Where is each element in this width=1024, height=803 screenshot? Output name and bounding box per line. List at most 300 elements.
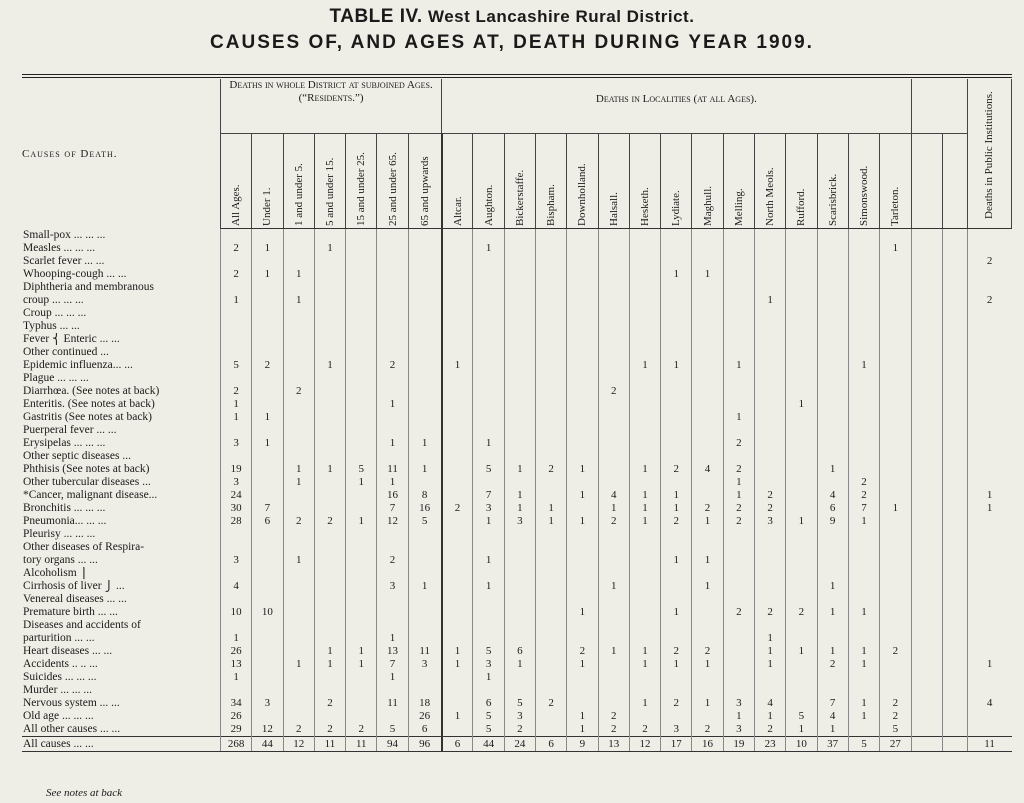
institution-cell (967, 554, 1011, 567)
value-cell: 7 (473, 489, 504, 502)
value-cell: 1 (377, 632, 408, 645)
value-cell (473, 528, 504, 541)
value-cell (314, 385, 345, 398)
value-cell (880, 294, 912, 307)
value-cell (786, 307, 817, 320)
value-cell: 3 (377, 580, 408, 593)
value-cell (504, 450, 535, 463)
value-cell (377, 411, 408, 424)
table-row (22, 684, 1012, 697)
value-cell (283, 359, 314, 372)
value-cell (848, 307, 879, 320)
value-cell (598, 229, 629, 243)
blank-cell (911, 632, 942, 645)
value-cell (786, 320, 817, 333)
value-cell: 2 (723, 502, 754, 515)
value-cell (786, 528, 817, 541)
value-cell (314, 541, 345, 554)
value-cell: 1 (473, 554, 504, 567)
value-cell (598, 684, 629, 697)
value-cell: 16 (377, 489, 408, 502)
value-cell: 30 (220, 502, 251, 515)
value-cell (754, 320, 785, 333)
value-cell (723, 320, 754, 333)
value-cell (754, 333, 785, 346)
value-cell (408, 398, 441, 411)
value-cell (848, 398, 879, 411)
value-cell (504, 294, 535, 307)
value-cell (408, 411, 441, 424)
value-cell (536, 619, 567, 632)
value-cell (692, 619, 723, 632)
value-cell (692, 320, 723, 333)
value-cell: 11 (314, 737, 345, 752)
value-cell (442, 528, 473, 541)
locality-column-header: Maghull. (692, 134, 723, 229)
value-cell (377, 606, 408, 619)
footnote: See notes at back (46, 787, 123, 799)
value-cell (692, 541, 723, 554)
value-cell: 1 (598, 502, 629, 515)
value-cell (567, 450, 598, 463)
value-cell: 1 (629, 359, 660, 372)
blank-cell (942, 502, 967, 515)
value-cell: 2 (598, 385, 629, 398)
table-row (22, 515, 1012, 528)
cause-cell: Croup ... ... ... (23, 307, 87, 319)
value-cell: 1 (692, 580, 723, 593)
value-cell (880, 528, 912, 541)
value-cell (754, 463, 785, 476)
value-cell (754, 242, 785, 255)
value-cell: 23 (754, 737, 785, 752)
value-cell (252, 580, 283, 593)
value-cell (442, 268, 473, 281)
causes-table (22, 79, 1012, 752)
value-cell: 1 (629, 658, 660, 671)
value-cell: 10 (252, 606, 283, 619)
value-cell: 1 (442, 359, 473, 372)
value-cell: 2 (661, 515, 692, 528)
value-cell (473, 684, 504, 697)
value-cell (442, 632, 473, 645)
blank-cell (911, 346, 942, 359)
value-cell (880, 229, 912, 243)
value-cell (754, 593, 785, 606)
blank-cell (911, 268, 942, 281)
value-cell (786, 333, 817, 346)
value-cell (473, 255, 504, 268)
value-cell: 268 (220, 737, 251, 752)
value-cell (536, 372, 567, 385)
value-cell (723, 333, 754, 346)
institution-cell (967, 541, 1011, 554)
value-cell (377, 320, 408, 333)
value-cell (442, 437, 473, 450)
value-cell (346, 359, 377, 372)
value-cell (723, 580, 754, 593)
value-cell (346, 632, 377, 645)
blank-cell (911, 658, 942, 671)
value-cell: 4 (598, 489, 629, 502)
value-cell (723, 619, 754, 632)
value-cell: 10 (220, 606, 251, 619)
value-cell: 27 (880, 737, 912, 752)
value-cell (442, 255, 473, 268)
institution-cell (967, 424, 1011, 437)
blank-cell (942, 294, 967, 307)
cause-cell: Diarrhœa. (See notes at back) (23, 385, 160, 397)
institution-cell (967, 684, 1011, 697)
value-cell (567, 229, 598, 243)
value-cell (346, 671, 377, 684)
value-cell (661, 619, 692, 632)
value-cell: 1 (408, 580, 441, 593)
value-cell (314, 528, 345, 541)
value-cell: 5 (346, 463, 377, 476)
age-column-header: 25 and under 65. (377, 134, 408, 229)
value-cell (567, 307, 598, 320)
value-cell (754, 398, 785, 411)
value-cell (880, 606, 912, 619)
value-cell (880, 450, 912, 463)
locality-column-header: Scarisbrick. (817, 134, 848, 229)
value-cell: 1 (473, 437, 504, 450)
value-cell (598, 294, 629, 307)
value-cell (536, 606, 567, 619)
value-cell (408, 541, 441, 554)
value-cell (786, 229, 817, 243)
value-cell (723, 554, 754, 567)
institution-cell (967, 307, 1011, 320)
value-cell: 3 (220, 476, 251, 489)
value-cell (536, 476, 567, 489)
value-cell: 26 (220, 710, 251, 723)
value-cell: 2 (848, 476, 879, 489)
value-cell (880, 567, 912, 580)
blank-cell (911, 684, 942, 697)
value-cell: 1 (754, 658, 785, 671)
value-cell (661, 593, 692, 606)
value-cell (598, 619, 629, 632)
value-cell (442, 333, 473, 346)
value-cell (252, 294, 283, 307)
value-cell (848, 320, 879, 333)
value-cell (567, 619, 598, 632)
institutions-header: Deaths in Public Institutions. (967, 79, 1011, 229)
value-cell (283, 333, 314, 346)
value-cell (473, 359, 504, 372)
value-cell (880, 489, 912, 502)
value-cell (536, 541, 567, 554)
locality-column-header: Bickerstaffe. (504, 134, 535, 229)
locality-column-header: Lydiate. (661, 134, 692, 229)
value-cell (723, 268, 754, 281)
value-cell (314, 255, 345, 268)
value-cell: 7 (817, 697, 848, 710)
value-cell (567, 502, 598, 515)
blank-cell (911, 697, 942, 710)
blank-cell (942, 476, 967, 489)
value-cell (536, 255, 567, 268)
value-cell (567, 333, 598, 346)
institution-cell (967, 606, 1011, 619)
value-cell (786, 385, 817, 398)
value-cell (567, 671, 598, 684)
value-cell (567, 528, 598, 541)
value-cell (598, 255, 629, 268)
value-cell (754, 554, 785, 567)
value-cell (442, 684, 473, 697)
value-cell: 2 (880, 645, 912, 658)
value-cell (598, 424, 629, 437)
cause-cell: Gastritis (See notes at back) (23, 411, 153, 423)
table-row (22, 398, 1012, 411)
value-cell (598, 437, 629, 450)
value-cell (536, 294, 567, 307)
value-cell (473, 541, 504, 554)
value-cell (817, 619, 848, 632)
value-cell (504, 632, 535, 645)
value-cell: 11 (377, 697, 408, 710)
value-cell: 1 (567, 606, 598, 619)
value-cell (817, 255, 848, 268)
value-cell (504, 437, 535, 450)
value-cell (848, 528, 879, 541)
value-cell: 1 (817, 580, 848, 593)
value-cell (220, 307, 251, 320)
blank-cell (911, 333, 942, 346)
value-cell: 17 (661, 737, 692, 752)
value-cell: 4 (692, 463, 723, 476)
value-cell (504, 385, 535, 398)
value-cell (536, 398, 567, 411)
table-row (22, 697, 1012, 710)
table-row (22, 255, 1012, 268)
value-cell (252, 567, 283, 580)
value-cell (252, 684, 283, 697)
value-cell (629, 476, 660, 489)
value-cell: 1 (283, 294, 314, 307)
value-cell (880, 255, 912, 268)
value-cell (661, 346, 692, 359)
age-column-header: 1 and under 5. (283, 134, 314, 229)
value-cell: 13 (377, 645, 408, 658)
value-cell (880, 541, 912, 554)
value-cell (346, 294, 377, 307)
value-cell: 1 (252, 242, 283, 255)
value-cell (848, 463, 879, 476)
value-cell (692, 567, 723, 580)
cause-cell: Pneumonia... ... ... (23, 515, 107, 527)
value-cell (848, 268, 879, 281)
value-cell (880, 554, 912, 567)
value-cell (598, 697, 629, 710)
value-cell (346, 346, 377, 359)
value-cell (473, 333, 504, 346)
value-cell: 5 (848, 737, 879, 752)
institution-cell (967, 645, 1011, 658)
value-cell (346, 255, 377, 268)
value-cell (346, 710, 377, 723)
blank-cell (942, 723, 967, 737)
value-cell (504, 554, 535, 567)
value-cell (536, 229, 567, 243)
value-cell: 19 (220, 463, 251, 476)
value-cell (536, 593, 567, 606)
value-cell: 2 (880, 710, 912, 723)
blank-cell (942, 737, 967, 752)
blank-cell (942, 281, 967, 294)
value-cell: 2 (692, 645, 723, 658)
value-cell (314, 593, 345, 606)
value-cell: 2 (598, 515, 629, 528)
value-cell (723, 567, 754, 580)
table-number: TABLE IV. (329, 6, 423, 27)
value-cell (629, 346, 660, 359)
value-cell (880, 593, 912, 606)
value-cell: 7 (252, 502, 283, 515)
value-cell: 24 (504, 737, 535, 752)
value-cell (442, 398, 473, 411)
value-cell: 6 (536, 737, 567, 752)
value-cell (598, 658, 629, 671)
value-cell (786, 580, 817, 593)
value-cell: 2 (692, 723, 723, 737)
blank-cell (911, 515, 942, 528)
blank-cell (911, 489, 942, 502)
blank-cell (942, 606, 967, 619)
value-cell (220, 229, 251, 243)
value-cell: 1 (314, 463, 345, 476)
cause-cell: Whooping-cough ... ... (23, 268, 127, 280)
value-cell (283, 307, 314, 320)
age-column-header: All Ages. (220, 134, 251, 229)
value-cell (536, 684, 567, 697)
value-cell (377, 294, 408, 307)
value-cell (817, 333, 848, 346)
value-cell (346, 242, 377, 255)
value-cell (754, 619, 785, 632)
value-cell (723, 593, 754, 606)
value-cell (536, 411, 567, 424)
cause-cell: Pleurisy ... ... ... (23, 528, 96, 540)
value-cell (629, 671, 660, 684)
value-cell (661, 580, 692, 593)
value-cell (346, 411, 377, 424)
value-cell (661, 411, 692, 424)
table-row (22, 268, 1012, 281)
value-cell (661, 333, 692, 346)
value-cell (723, 242, 754, 255)
value-cell (314, 606, 345, 619)
value-cell (283, 411, 314, 424)
value-cell (252, 450, 283, 463)
value-cell (504, 684, 535, 697)
value-cell (598, 268, 629, 281)
value-cell (661, 385, 692, 398)
value-cell (536, 710, 567, 723)
table-row (22, 710, 1012, 723)
value-cell (504, 411, 535, 424)
value-cell: 2 (536, 463, 567, 476)
value-cell: 1 (786, 398, 817, 411)
value-cell (314, 580, 345, 593)
value-cell: 1 (252, 437, 283, 450)
value-cell (786, 684, 817, 697)
value-cell (661, 632, 692, 645)
value-cell (598, 359, 629, 372)
value-cell (598, 333, 629, 346)
value-cell: 1 (754, 710, 785, 723)
value-cell (377, 619, 408, 632)
value-cell: 1 (754, 294, 785, 307)
value-cell: 1 (692, 658, 723, 671)
value-cell (346, 450, 377, 463)
value-cell (567, 294, 598, 307)
blank-cell (942, 268, 967, 281)
value-cell (786, 671, 817, 684)
value-cell (283, 320, 314, 333)
value-cell (442, 580, 473, 593)
value-cell (377, 567, 408, 580)
cause-cell: Heart diseases ... ... (23, 645, 113, 657)
value-cell (346, 424, 377, 437)
value-cell (629, 619, 660, 632)
value-cell: 4 (817, 710, 848, 723)
value-cell: 1 (220, 632, 251, 645)
value-cell: 1 (692, 515, 723, 528)
value-cell (567, 554, 598, 567)
value-cell (754, 476, 785, 489)
value-cell (377, 710, 408, 723)
institution-cell: 11 (967, 737, 1011, 752)
blank-cell (942, 398, 967, 411)
value-cell (377, 528, 408, 541)
value-cell (252, 229, 283, 243)
value-cell (408, 281, 441, 294)
value-cell (848, 333, 879, 346)
value-cell (314, 281, 345, 294)
value-cell (692, 424, 723, 437)
value-cell (817, 320, 848, 333)
value-cell: 12 (377, 515, 408, 528)
cause-cell: parturition ... ... (23, 632, 95, 644)
value-cell: 2 (754, 606, 785, 619)
value-cell (536, 580, 567, 593)
value-cell (536, 645, 567, 658)
value-cell (442, 593, 473, 606)
value-cell (408, 567, 441, 580)
table-row (22, 437, 1012, 450)
value-cell (536, 437, 567, 450)
cause-cell: Other tubercular diseases ... (23, 476, 151, 488)
value-cell (536, 320, 567, 333)
value-cell (473, 294, 504, 307)
value-cell: 24 (220, 489, 251, 502)
value-cell: 4 (817, 489, 848, 502)
value-cell (817, 528, 848, 541)
blank-column-header (911, 134, 942, 229)
value-cell (598, 307, 629, 320)
value-cell: 1 (283, 476, 314, 489)
value-cell: 3 (408, 658, 441, 671)
value-cell (567, 632, 598, 645)
value-cell (220, 541, 251, 554)
value-cell (314, 489, 345, 502)
value-cell (283, 606, 314, 619)
value-cell (754, 268, 785, 281)
